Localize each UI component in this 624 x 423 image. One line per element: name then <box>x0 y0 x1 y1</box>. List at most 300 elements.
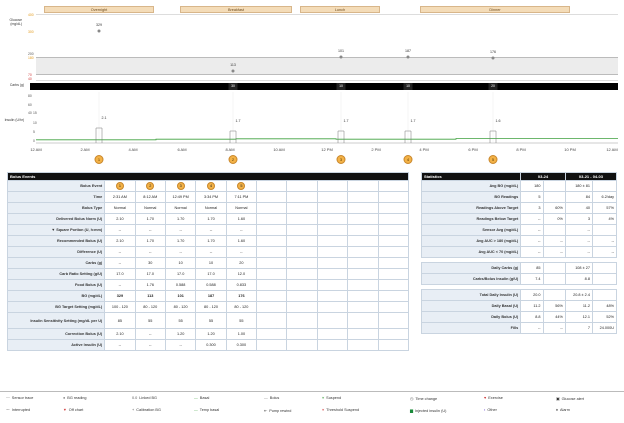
carb-entry[interactable]: 10 <box>404 83 413 90</box>
stats-value: -- <box>565 225 592 236</box>
stats-label: Avg BG (mg/dL) <box>422 181 521 192</box>
glucose-axis-label: Glucose (mg/dL) <box>9 18 22 26</box>
hour-label: 2 PM <box>371 147 381 152</box>
legend-label: Pump rewind <box>269 409 292 413</box>
stats-value <box>543 274 565 285</box>
event-badge[interactable]: 3 <box>177 182 185 190</box>
row-label: Correction Bolus (U) <box>8 329 105 340</box>
stats-value: -- <box>521 225 543 236</box>
bg-reading-label: 329 <box>96 23 102 27</box>
legend-item-linked-bg <box>132 396 157 400</box>
legend-item-injected-insulin <box>410 408 446 413</box>
table-cell: 55 <box>226 313 256 329</box>
empty-cell <box>317 258 347 269</box>
stats-value <box>543 192 565 203</box>
legend-label: Sensor trace <box>11 396 34 400</box>
empty-cell <box>257 192 287 203</box>
table-cell: -- <box>196 247 226 258</box>
bg-reading-label: 101 <box>338 49 344 53</box>
event-badge[interactable]: 5 <box>237 182 245 190</box>
carbs-tick: 60 <box>28 103 32 107</box>
empty-cell <box>348 203 378 214</box>
legend-label: Alarm <box>559 408 570 412</box>
glucose-tick: 70 <box>28 73 32 77</box>
off-chart-icon: ▼ <box>63 408 67 412</box>
empty-cell <box>257 291 287 302</box>
empty-cell <box>287 247 317 258</box>
stats-row <box>422 274 617 285</box>
table-cell: 0.300 <box>226 340 256 351</box>
table-cell: 55 <box>135 313 165 329</box>
table-cell: -- <box>105 258 135 269</box>
row-label: BG Target Setting (mg/dL) <box>8 302 105 313</box>
table-cell: 1.70 <box>165 214 195 225</box>
table-row: Bolus Event 1 2 3 4 5 <box>8 181 409 192</box>
empty-cell <box>287 340 317 351</box>
stats-value: 60% <box>543 203 565 214</box>
stats-row <box>422 301 617 312</box>
stats-label: Readings Below Target <box>422 214 521 225</box>
empty-cell <box>287 329 317 340</box>
empty-cell <box>317 236 347 247</box>
stats-label: Carbs/Bolus Insulin (g/U) <box>422 274 521 285</box>
empty-cell <box>257 225 287 236</box>
table-cell: -- <box>105 225 135 236</box>
insulin-axis-label: Insulin (U/hr) <box>4 118 24 122</box>
hour-label: 10 AM <box>273 147 285 152</box>
table-cell: -- <box>196 225 226 236</box>
legend-item-temp-basal <box>194 408 219 412</box>
hour-label: 12 AM <box>30 147 42 152</box>
empty-cell <box>317 313 347 329</box>
empty-cell <box>348 192 378 203</box>
empty-cell <box>257 203 287 214</box>
stats-label: Avg AUC < 70 (mg/dL) <box>422 247 521 258</box>
statistics-table <box>421 172 617 334</box>
basal-line <box>36 139 618 140</box>
stats-label: Daily Bolus (U) <box>422 312 521 323</box>
table-cell: 80 - 120 <box>226 302 256 313</box>
row-label: Delivered Bolus Norm (U) <box>8 214 105 225</box>
table-cell: 17.0 <box>105 269 135 280</box>
row-label: Time <box>8 192 105 203</box>
stats-value: 20.0 <box>521 290 543 301</box>
table-row <box>8 313 409 329</box>
stats-value: 5 <box>521 192 543 203</box>
table-cell: 3:34 PM <box>196 192 226 203</box>
carbs-bar <box>30 83 618 90</box>
legend-item-exercise <box>484 396 503 400</box>
table-row <box>8 280 409 291</box>
stats-col-day: 03-24 <box>521 173 566 181</box>
empty-cell <box>287 225 317 236</box>
table-cell: -- <box>165 340 195 351</box>
event-badge[interactable]: 4 <box>207 182 215 190</box>
stats-row <box>422 263 617 274</box>
carbs-tick: 40 <box>28 111 32 115</box>
empty-cell <box>378 258 408 269</box>
table-row <box>8 302 409 313</box>
event-badge[interactable]: 1 <box>116 182 124 190</box>
stats-value: 180 <box>521 181 543 192</box>
legend-item-basal <box>194 396 209 400</box>
legend-label: Injected insulin (U) <box>414 409 447 413</box>
empty-cell <box>378 340 408 351</box>
stats-value: -- <box>543 247 565 258</box>
table-cell: 1.60 <box>226 214 256 225</box>
carb-entry[interactable]: 30 <box>229 83 238 90</box>
table-cell: 187 <box>196 291 226 302</box>
stats-value: 84 <box>565 192 592 203</box>
linked-bg-icon: 0.0 <box>132 396 138 400</box>
glucose-tick: 200 <box>28 52 34 56</box>
hour-label: 2 AM <box>80 147 90 152</box>
stats-row <box>422 192 617 203</box>
bolus-events-table <box>7 172 409 351</box>
stats-value: -- <box>565 247 592 258</box>
table-cell: 30 <box>135 258 165 269</box>
table-cell: 2:31 AM <box>105 192 135 203</box>
interrupted-icon: 〜 <box>6 408 10 412</box>
stats-row <box>422 323 617 334</box>
temp-basal-icon: — <box>194 408 198 412</box>
legend-label: Other <box>487 408 497 412</box>
empty-cell <box>378 313 408 329</box>
legend-label: Basal <box>199 396 210 400</box>
event-badge[interactable]: 2 <box>146 182 154 190</box>
table-row <box>8 192 409 203</box>
row-label: Carb Ratio Setting (g/U) <box>8 269 105 280</box>
empty-cell <box>348 291 378 302</box>
meal-band-dinner: Dinner <box>420 6 570 13</box>
empty-cell <box>348 258 378 269</box>
bolus-icon: — <box>264 396 268 400</box>
bg-reading-marker[interactable] <box>340 56 343 59</box>
bg-reading-label: 187 <box>405 49 411 53</box>
stats-value <box>592 225 616 236</box>
table-cell: -- <box>226 225 256 236</box>
empty-cell <box>378 247 408 258</box>
stats-value: 7 <box>565 323 592 334</box>
empty-cell <box>257 302 287 313</box>
stats-row <box>422 225 617 236</box>
threshold-suspend-icon: ⩔ <box>322 408 325 412</box>
table-row <box>8 203 409 214</box>
table-cell: 2.10 <box>105 329 135 340</box>
empty-cell <box>378 214 408 225</box>
meal-band-lunch: Lunch <box>300 6 380 13</box>
legend-item-threshold-suspend <box>322 408 359 412</box>
event-badge[interactable]: 2 <box>229 155 238 164</box>
time-change-icon: ◷ <box>410 397 414 401</box>
empty-cell <box>378 269 408 280</box>
legend-divider <box>0 391 624 392</box>
stats-value: 3 <box>565 214 592 225</box>
legend-label: Off chart <box>68 408 84 412</box>
event-badge[interactable]: 1 <box>95 155 104 164</box>
empty-cell <box>317 302 347 313</box>
stats-value <box>543 290 565 301</box>
stats-value: -- <box>592 236 616 247</box>
table-cell: -- <box>226 247 256 258</box>
suspend-icon: ⩔ <box>322 396 325 400</box>
event-badge[interactable]: 4 <box>404 155 413 164</box>
table-cell: 55 <box>196 313 226 329</box>
legend-label: Calibration BG <box>136 408 161 412</box>
legend-item-bg-reading <box>63 396 87 400</box>
stats-value: 48% <box>592 301 616 312</box>
table-cell: 1.70 <box>196 236 226 247</box>
table-cell: -- <box>135 247 165 258</box>
stats-value <box>592 181 616 192</box>
stats-value <box>543 225 565 236</box>
glucose-tick: 180 <box>28 56 34 60</box>
meal-band-breakfast: Breakfast <box>180 6 292 13</box>
legend-label: BG reading <box>67 396 87 400</box>
table-cell: 113 <box>135 291 165 302</box>
empty-cell <box>257 214 287 225</box>
table-row <box>8 329 409 340</box>
bolus-amount-label: 1.7 <box>343 119 349 123</box>
table-cell: 0.588 <box>165 280 195 291</box>
row-label: ▼ Square Portion (U, h:mm) <box>8 225 105 236</box>
empty-cell <box>257 269 287 280</box>
stats-value: 108 ± 27 <box>565 263 592 274</box>
legend-label: Interrupted <box>11 408 31 412</box>
table-cell: 176 <box>226 291 256 302</box>
table-cell: 101 <box>165 291 195 302</box>
empty-cell <box>287 302 317 313</box>
legend-label: Threshold Suspend <box>326 408 360 412</box>
empty-cell <box>257 280 287 291</box>
row-label: Recommended Bolus (U) <box>8 236 105 247</box>
stats-value <box>592 263 616 274</box>
stats-row <box>422 247 617 258</box>
table-cell: 10 <box>196 258 226 269</box>
table-cell: 10 <box>165 258 195 269</box>
empty-cell <box>287 291 317 302</box>
row-label: Carbs (g) <box>8 258 105 269</box>
legend-label: Glucose alert <box>561 397 584 401</box>
table-row <box>8 214 409 225</box>
table-row <box>8 258 409 269</box>
stats-value: -- <box>543 236 565 247</box>
empty-cell <box>317 214 347 225</box>
table-cell: 80 - 120 <box>135 302 165 313</box>
hour-label: 12 PM <box>321 147 333 152</box>
empty-cell <box>287 258 317 269</box>
bg-reading-marker[interactable] <box>232 70 235 73</box>
empty-cell <box>348 269 378 280</box>
hour-label: 12 AM <box>606 147 618 152</box>
basal-icon: — <box>194 396 198 400</box>
empty-cell <box>257 329 287 340</box>
stats-label: Daily Basal (U) <box>422 301 521 312</box>
bg-reading-marker[interactable] <box>98 30 101 33</box>
stats-row <box>422 290 617 301</box>
legend-item-bolus <box>264 396 279 400</box>
event-badge[interactable]: 3 <box>337 155 346 164</box>
injected-insulin-icon: ▆ <box>410 409 413 413</box>
statistics-title: Statistics <box>422 173 521 181</box>
stats-value: 180 ± 81 <box>565 181 592 192</box>
table-cell: 80 - 120 <box>165 302 195 313</box>
row-label: Bolus Type <box>8 203 105 214</box>
empty-cell <box>348 247 378 258</box>
table-row <box>8 340 409 351</box>
legend-item-pump-rewind <box>264 408 291 413</box>
empty-cell <box>257 258 287 269</box>
table-cell: 2.10 <box>105 214 135 225</box>
alarm-icon: ♦ <box>556 408 558 412</box>
empty-cell <box>378 329 408 340</box>
empty-cell <box>317 269 347 280</box>
bg-reading-label: 113 <box>230 63 236 67</box>
stats-value: 7.4 <box>521 274 543 285</box>
empty-cell <box>317 192 347 203</box>
stats-label: Readings Above Target <box>422 203 521 214</box>
stats-value: -- <box>565 236 592 247</box>
hour-label: 6 PM <box>468 147 478 152</box>
row-label: BG (mg/dL) <box>8 291 105 302</box>
calibration-bg-icon: + <box>132 408 135 412</box>
hour-label: 4 AM <box>128 147 138 152</box>
carbs-tick: 80 <box>28 94 32 98</box>
event-badge[interactable]: 5 <box>489 155 498 164</box>
table-cell: -- <box>135 329 165 340</box>
sensor-trace-icon: 〰 <box>6 396 10 400</box>
legend-item-time-change <box>410 396 437 401</box>
legend-label: Linked BG <box>139 396 158 400</box>
stats-label: Sensor Avg (mg/dL) <box>422 225 521 236</box>
stats-label: Fills <box>422 323 521 334</box>
stats-label: Total Daily Insulin (U) <box>422 290 521 301</box>
meal-band-overnight: Overnight <box>44 6 154 13</box>
legend-label: Exercise <box>488 396 503 400</box>
table-cell: 17.0 <box>196 269 226 280</box>
insulin-tick: 0 <box>33 139 35 143</box>
empty-cell <box>287 269 317 280</box>
table-cell: -- <box>165 247 195 258</box>
empty-cell <box>317 329 347 340</box>
empty-cell <box>348 236 378 247</box>
empty-cell <box>257 236 287 247</box>
exercise-icon: ♥ <box>484 396 487 400</box>
hour-label: 4 PM <box>419 147 429 152</box>
table-cell: 1.70 <box>135 214 165 225</box>
stats-value: 8.8 <box>565 274 592 285</box>
bg-reading-marker[interactable] <box>407 56 410 59</box>
table-cell: Normal <box>226 203 256 214</box>
row-label: Food Bolus (U) <box>8 280 105 291</box>
hour-label: 8 PM <box>516 147 526 152</box>
table-row <box>8 291 409 302</box>
table-cell: 1.20 <box>165 329 195 340</box>
table-row <box>8 269 409 280</box>
carbs-axis-label: Carbs (g) <box>9 83 24 87</box>
empty-cell <box>287 236 317 247</box>
empty-cell <box>378 192 408 203</box>
stats-value: 24.000U <box>592 323 616 334</box>
empty-cell <box>257 340 287 351</box>
bg-reading-icon: ● <box>63 396 66 400</box>
bg-reading-label: 176 <box>490 50 496 54</box>
stats-value <box>543 263 565 274</box>
table-cell: 0.588 <box>196 280 226 291</box>
table-cell: -- <box>105 340 135 351</box>
empty-cell <box>378 302 408 313</box>
stats-value: -- <box>521 247 543 258</box>
glucose-panel-border <box>36 14 618 81</box>
table-row <box>8 236 409 247</box>
other-icon: ▪ <box>484 408 486 412</box>
stats-value: 4% <box>592 214 616 225</box>
table-cell: 1.70 <box>135 236 165 247</box>
legend-label: Suspend <box>326 396 342 400</box>
stats-col-range: 03-21 - 04-03 <box>565 173 616 181</box>
legend-label: Time change <box>415 397 438 401</box>
table-cell: 1.70 <box>165 236 195 247</box>
empty-cell <box>348 340 378 351</box>
legend-item-interrupted <box>6 408 30 413</box>
bg-reading-marker[interactable] <box>492 57 495 60</box>
empty-cell <box>348 302 378 313</box>
table-cell: 329 <box>105 291 135 302</box>
empty-cell <box>287 214 317 225</box>
insulin-tick: 5 <box>33 130 35 134</box>
table-cell: 1.20 <box>196 329 226 340</box>
bolus-amount-label: 1.7 <box>410 119 416 123</box>
empty-cell <box>378 203 408 214</box>
glucose-tick: 40 <box>28 77 32 81</box>
legend-item-calibration-bg <box>132 408 161 412</box>
empty-cell <box>287 313 317 329</box>
empty-cell <box>348 225 378 236</box>
insulin-tick: 15 <box>33 111 37 115</box>
stats-value <box>543 181 565 192</box>
table-cell: Normal <box>196 203 226 214</box>
stats-value: 20.8 ± 2.4 <box>565 290 592 301</box>
carb-entry[interactable]: 10 <box>337 83 346 90</box>
table-cell: Normal <box>105 203 135 214</box>
stats-value: 44% <box>543 312 565 323</box>
stats-row <box>422 214 617 225</box>
table-cell: 1.60 <box>226 236 256 247</box>
table-cell: 1.00 <box>226 329 256 340</box>
carb-entry[interactable]: 20 <box>489 83 498 90</box>
stats-label: BG Readings <box>422 192 521 203</box>
table-row <box>8 225 409 236</box>
empty-cell <box>287 203 317 214</box>
stats-value: -- <box>592 247 616 258</box>
table-cell: 80 - 120 <box>196 302 226 313</box>
table-cell: 12.0 <box>226 269 256 280</box>
bolus-amount-label: 1.7 <box>235 119 241 123</box>
stats-value: 52% <box>592 312 616 323</box>
stats-value: 57% <box>592 203 616 214</box>
hour-label: 10 PM <box>564 147 576 152</box>
bolus-events-title: Bolus Events <box>8 173 409 181</box>
table-cell: 1.76 <box>135 280 165 291</box>
stats-value: -- <box>543 323 565 334</box>
row-label: Difference (U) <box>8 247 105 258</box>
table-cell: 8:12 AM <box>135 192 165 203</box>
hour-label: 8 AM <box>225 147 235 152</box>
legend-item-other <box>484 408 497 412</box>
table-cell: -- <box>105 280 135 291</box>
empty-cell <box>378 236 408 247</box>
pump-rewind-icon: ⇤ <box>264 409 268 413</box>
